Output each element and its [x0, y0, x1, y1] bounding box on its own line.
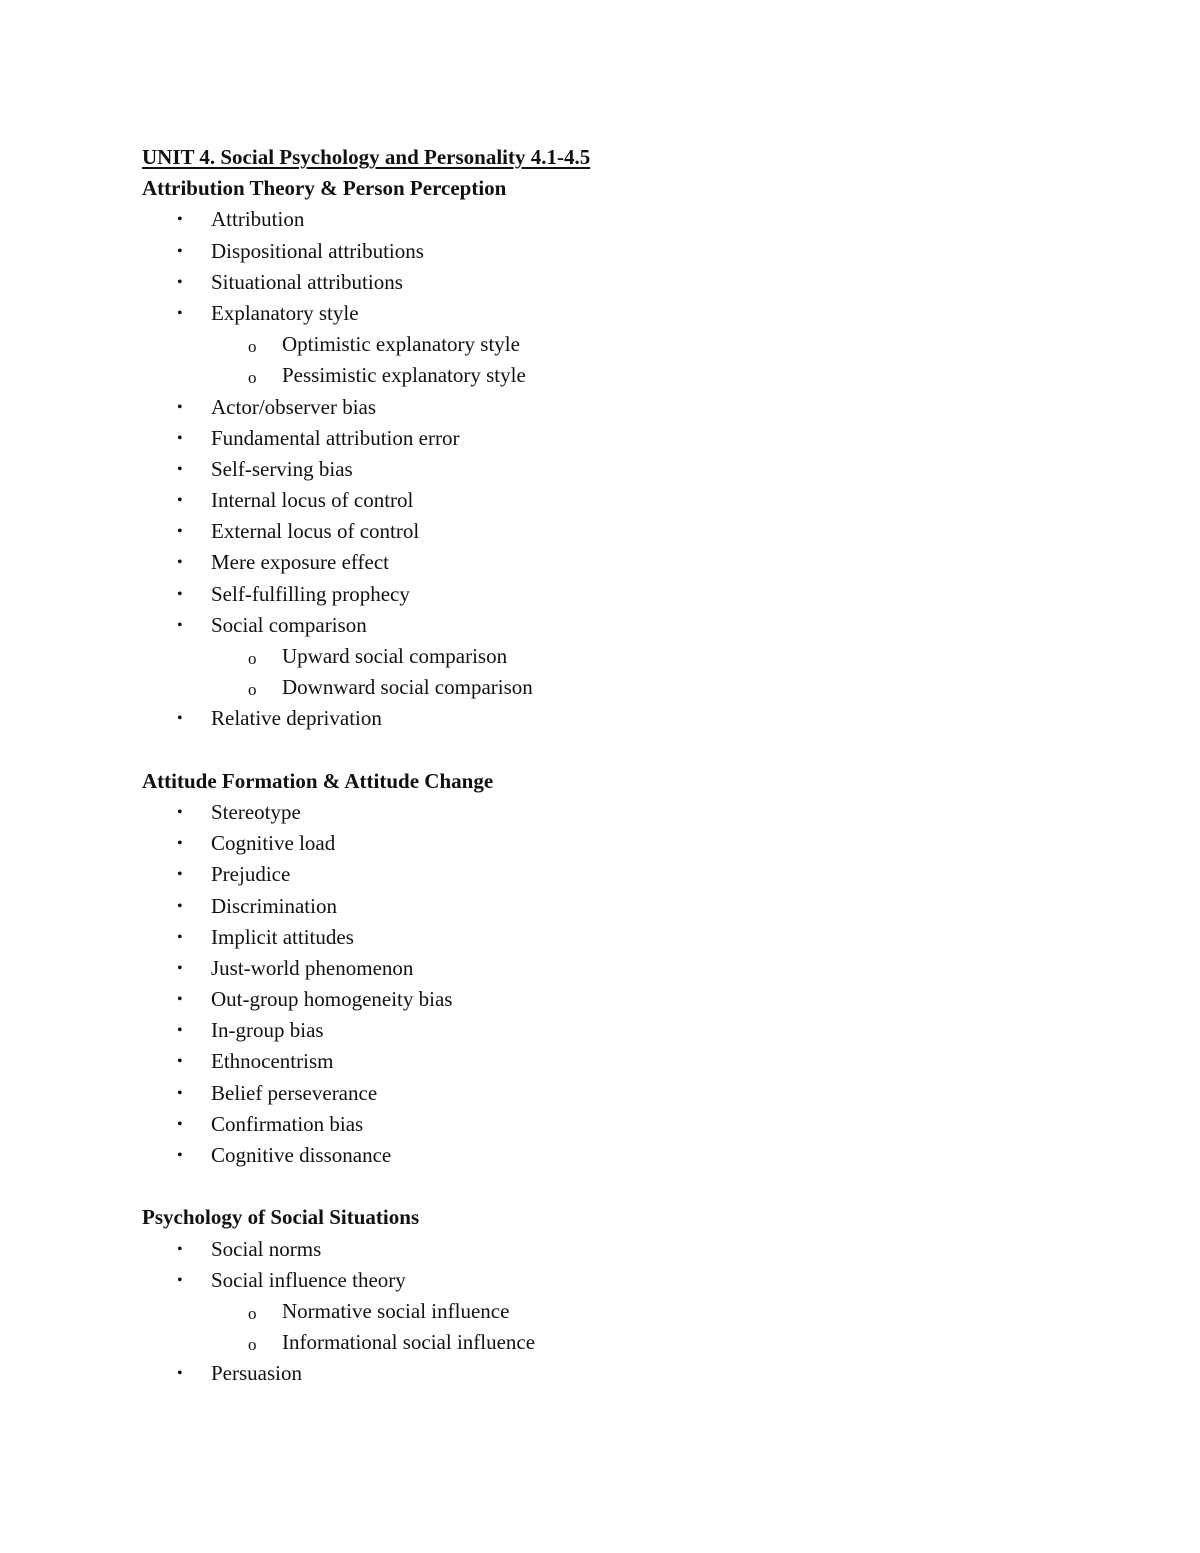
bullet-icon: •	[177, 585, 183, 603]
sub-list-item-label: Upward social comparison	[282, 644, 508, 668]
section-heading: Psychology of Social Situations	[142, 1205, 420, 1230]
list-item	[142, 1140, 1102, 1171]
list-item	[142, 204, 1102, 235]
bullet-icon: •	[177, 897, 183, 915]
list-item	[142, 797, 1102, 828]
section	[142, 766, 1102, 1171]
list-item	[142, 859, 1102, 890]
bullet-icon: •	[177, 1084, 183, 1102]
bullet-icon: •	[177, 1022, 183, 1040]
bullet-icon: •	[177, 1365, 183, 1383]
list-item-label: Dispositional attributions	[211, 238, 424, 263]
section-heading: Attitude Formation & Attitude Change	[142, 768, 494, 793]
bullet-icon: •	[177, 554, 183, 572]
list-item-label: Attribution	[211, 207, 305, 232]
list-item	[142, 547, 1102, 578]
list-item	[142, 984, 1102, 1015]
list-item	[142, 1234, 1102, 1265]
bullet-icon: •	[177, 959, 183, 977]
list-item-label: Stereotype	[211, 799, 301, 824]
sub-bullet-icon: o	[248, 680, 257, 700]
list-item-label: Mere exposure effect	[211, 550, 390, 575]
sub-bullet-icon: o	[248, 337, 257, 357]
sub-list-item-label: Optimistic explanatory style	[282, 332, 520, 357]
sub-bullet-icon: o	[248, 1303, 257, 1323]
sub-list-item	[142, 1327, 1102, 1358]
sub-list-item	[142, 1296, 1102, 1327]
list-item	[142, 1046, 1102, 1077]
list-item	[142, 703, 1102, 734]
bullet-icon: •	[177, 710, 183, 728]
bullet-icon: •	[177, 211, 183, 229]
bullet-icon: •	[177, 1115, 183, 1133]
list-item-label: Ethnocentrism	[211, 1049, 334, 1074]
list-item	[142, 828, 1102, 859]
list-item	[142, 454, 1102, 485]
list-item-label: Self-fulfilling prophecy	[211, 581, 410, 606]
list-item-label: Explanatory style	[211, 300, 359, 325]
list-item-label: In-group bias	[211, 1018, 324, 1043]
sub-list-item-label: Downward social comparison	[282, 675, 533, 700]
sub-list-item-label: Pessimistic explanatory style	[282, 363, 526, 388]
list-item-label: Fundamental attribution error	[211, 425, 460, 450]
bullet-icon: •	[177, 304, 183, 322]
list-item	[142, 267, 1102, 298]
bullet-icon: •	[177, 429, 183, 447]
sub-list-item-label: Informational social influence	[282, 1330, 536, 1355]
bullet-icon: •	[177, 523, 183, 541]
bullet-icon: •	[177, 928, 183, 946]
bullet-icon: •	[177, 835, 183, 853]
document-page	[142, 142, 1102, 1390]
list-item-label: Social comparison	[211, 612, 367, 637]
sub-bullet-icon: o	[248, 368, 257, 388]
sub-list-item	[142, 360, 1102, 391]
bullet-icon: •	[177, 1271, 183, 1289]
bullet-icon: •	[177, 460, 183, 478]
list-item	[142, 298, 1102, 329]
sub-list-item-label: Normative social influence	[282, 1298, 510, 1323]
document-title: UNIT 4. Social Psychology and Personality 4.1-4.5	[142, 145, 591, 169]
bullet-icon: •	[177, 492, 183, 510]
bullet-icon: •	[177, 398, 183, 416]
list-item-label: Situational attributions	[211, 269, 403, 294]
list-item	[142, 953, 1102, 984]
sub-list-item	[142, 329, 1102, 360]
list-item-label: Belief perseverance	[211, 1080, 378, 1105]
bullet-icon: •	[177, 803, 183, 821]
list-item-label: Implicit attitudes	[211, 924, 354, 949]
list-item	[142, 1265, 1102, 1296]
sub-list-item	[142, 641, 1102, 672]
list-item	[142, 485, 1102, 516]
document-sections	[142, 173, 1102, 1389]
bullet-icon: •	[177, 1053, 183, 1071]
list-item	[142, 392, 1102, 423]
bullet-icon: •	[177, 273, 183, 291]
list-item	[142, 423, 1102, 454]
sub-bullet-icon: o	[248, 649, 257, 668]
list-item	[142, 1015, 1102, 1046]
sub-list-item	[142, 672, 1102, 703]
bullet-icon: •	[177, 1240, 183, 1258]
list-item	[142, 922, 1102, 953]
list-item-label: Just-world phenomenon	[211, 955, 414, 980]
list-item-label: Social influence theory	[211, 1267, 406, 1292]
list-item-label: Confirmation bias	[211, 1111, 364, 1136]
list-item	[142, 891, 1102, 922]
list-item	[142, 610, 1102, 641]
list-item-label: Social norms	[211, 1236, 322, 1261]
bullet-icon: •	[177, 242, 183, 260]
section	[142, 173, 1102, 734]
section	[142, 1202, 1102, 1389]
list-item	[142, 236, 1102, 267]
bullet-icon: •	[177, 866, 183, 884]
list-item-label: External locus of control	[211, 519, 420, 544]
list-item-label: Persuasion	[211, 1361, 302, 1386]
blank-line	[142, 735, 1102, 766]
blank-line	[142, 1171, 1102, 1202]
list-item	[142, 1358, 1102, 1389]
list-item-label: Actor/observer bias	[211, 394, 377, 419]
list-item-label: Discrimination	[211, 893, 337, 918]
list-item-label: Prejudice	[211, 862, 291, 887]
list-item-label: Cognitive load	[211, 831, 336, 856]
list-item	[142, 579, 1102, 610]
section-heading: Attribution Theory & Person Perception	[142, 176, 507, 201]
list-item	[142, 1078, 1102, 1109]
sub-bullet-icon: o	[248, 1335, 257, 1355]
bullet-icon: •	[177, 991, 183, 1009]
list-item	[142, 1109, 1102, 1140]
list-item-label: Out-group homogeneity bias	[211, 987, 453, 1012]
bullet-icon: •	[177, 1147, 183, 1164]
bullet-icon: •	[177, 616, 183, 634]
list-item-label: Self-serving bias	[211, 456, 353, 481]
list-item-label: Relative deprivation	[211, 706, 382, 731]
list-item	[142, 516, 1102, 547]
list-item-label: Internal locus of control	[211, 488, 414, 513]
list-item-label: Cognitive dissonance	[211, 1143, 392, 1167]
